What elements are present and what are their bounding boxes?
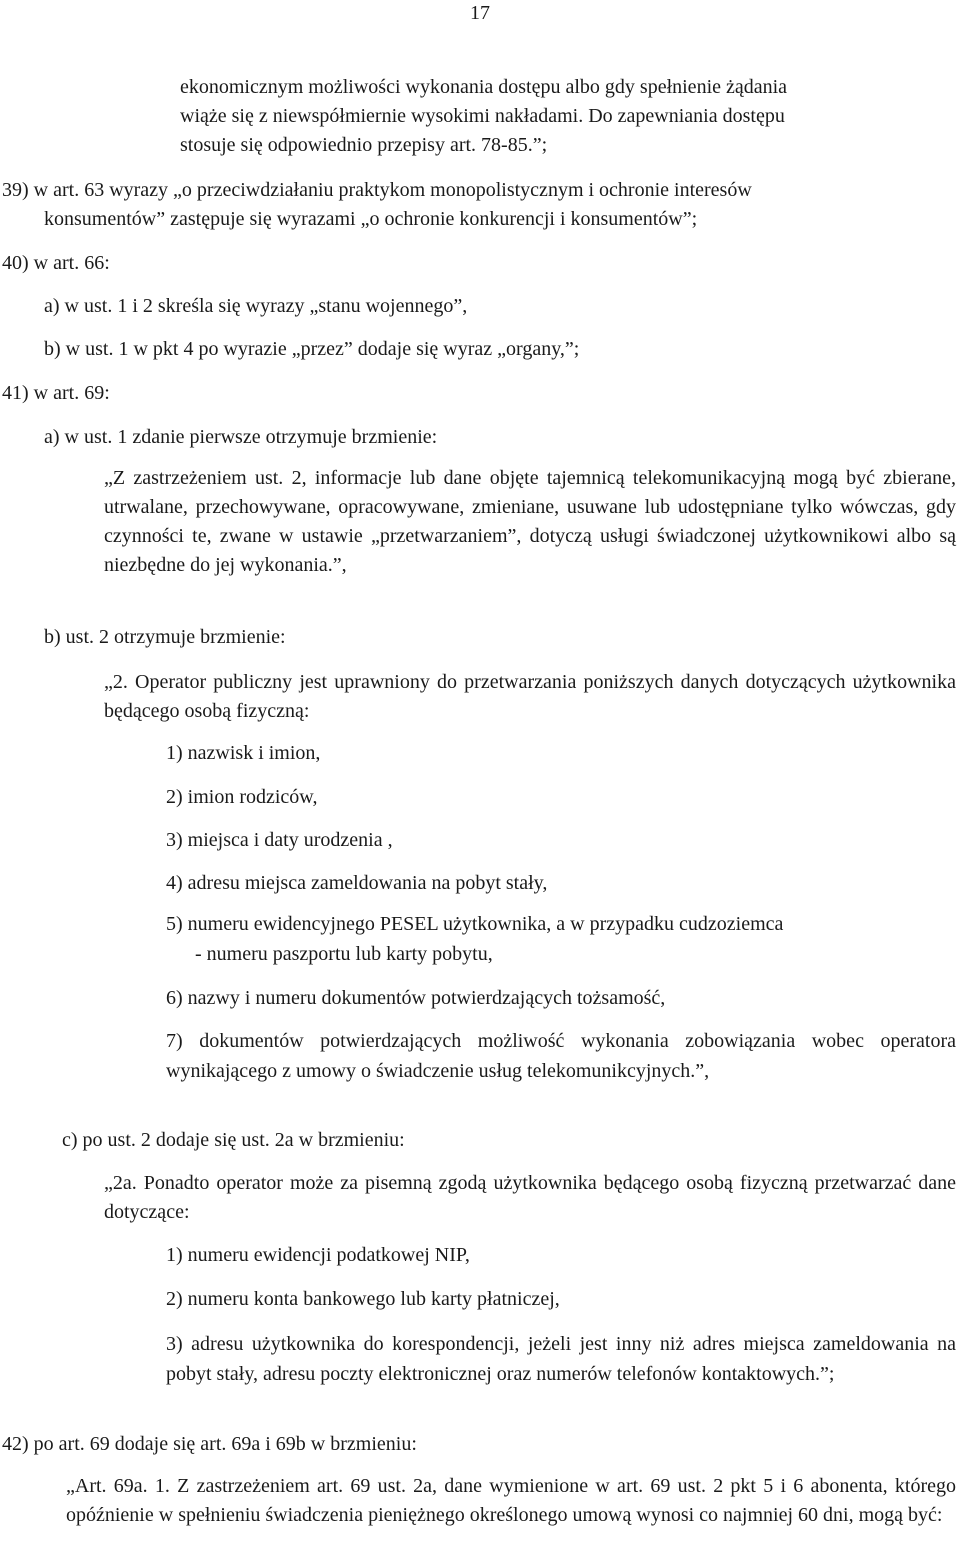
list-item: - numeru paszportu lub karty pobytu,	[195, 943, 493, 965]
quoted-paragraph: „2a. Ponadto operator może za pisemną zgodą użytkownika będącego osobą fizyczną przetwarzać dane dotyczące:	[104, 1172, 956, 1223]
list-item: 3) adresu użytkownika do korespondencji, jeżeli jest inny niż adres miejsca zameldowania na pobyt stały, adresu poczty elektronicznej oraz numerów telefonów kontaktowych.”;	[166, 1333, 956, 1385]
text-line: 41) w art. 69:	[2, 382, 110, 404]
list-item: 2) imion rodziców,	[166, 786, 318, 808]
quoted-paragraph: „Z zastrzeżeniem ust. 2, informacje lub dane objęte tajemnicą telekomunikacyjną mogą być zbierane, utrwalane, przechowywane, opracowywane, zmieniane, usuwane lub udostępniane tylko wówczas, gdy czynności te, zwane w ustawie „przetwarzaniem”, dotyczą usługi świadczonej użytkownikowi albo są niezbędne do jej wykonania.”,	[104, 467, 956, 576]
page-number: 17	[470, 2, 490, 24]
text-line: b) ust. 2 otrzymuje brzmienie:	[44, 626, 286, 648]
list-item: 1) nazwisk i imion,	[166, 742, 321, 764]
text-line: konsumentów” zastępuje się wyrazami „o ochronie konkurencji i konsumentów”;	[44, 208, 698, 230]
text-line: 39) w art. 63 wyrazy „o przeciwdziałaniu praktykom monopolistycznym i ochronie interesów	[2, 179, 752, 201]
list-item: 5) numeru ewidencyjnego PESEL użytkownika, a w przypadku cudzoziemca	[166, 913, 784, 935]
list-item: 1) numeru ewidencji podatkowej NIP,	[166, 1244, 470, 1266]
list-item: 3) miejsca i daty urodzenia ,	[166, 829, 393, 851]
list-item: 6) nazwy i numeru dokumentów potwierdzających tożsamość,	[166, 987, 666, 1009]
text-line: 40) w art. 66:	[2, 252, 110, 274]
list-item: 7) dokumentów potwierdzających możliwość wykonania zobowiązania wobec operatora wynikającego z umowy o świadczenie usług telekomunikcyjnych.”,	[166, 1030, 956, 1082]
text-line: a) w ust. 1 i 2 skreśla się wyrazy „stanu wojennego”,	[44, 295, 468, 317]
quoted-paragraph: „Art. 69a. 1. Z zastrzeżeniem art. 69 ust. 2a, dane wymienione w art. 69 ust. 2 pkt 5 i 6 abonenta, którego opóźnienie w spełnieniu świadczenia pieniężnego określonego umową wynosi co najmniej 60 dni, mogą być:	[66, 1475, 956, 1526]
text-line: stosuje się odpowiednio przepisy art. 78-85.”;	[180, 134, 548, 156]
list-item: 4) adresu miejsca zameldowania na pobyt stały,	[166, 872, 548, 894]
quoted-paragraph: „2. Operator publiczny jest uprawniony do przetwarzania poniższych danych dotyczących użytkownika będącego osobą fizyczną:	[104, 671, 956, 722]
text-line: b) w ust. 1 w pkt 4 po wyrazie „przez” dodaje się wyraz „organy,”;	[44, 338, 580, 360]
text-line: a) w ust. 1 zdanie pierwsze otrzymuje brzmienie:	[44, 426, 438, 448]
text-line: wiąże się z niewspółmiernie wysokimi nakładami. Do zapewniania dostępu	[180, 105, 785, 127]
list-item: 2) numeru konta bankowego lub karty płatniczej,	[166, 1288, 560, 1310]
text-line: ekonomicznym możliwości wykonania dostępu albo gdy spełnienie żądania	[180, 76, 788, 98]
text-line: c) po ust. 2 dodaje się ust. 2a w brzmieniu:	[62, 1129, 405, 1151]
text-line: 42) po art. 69 dodaje się art. 69a i 69b w brzmieniu:	[2, 1433, 417, 1455]
